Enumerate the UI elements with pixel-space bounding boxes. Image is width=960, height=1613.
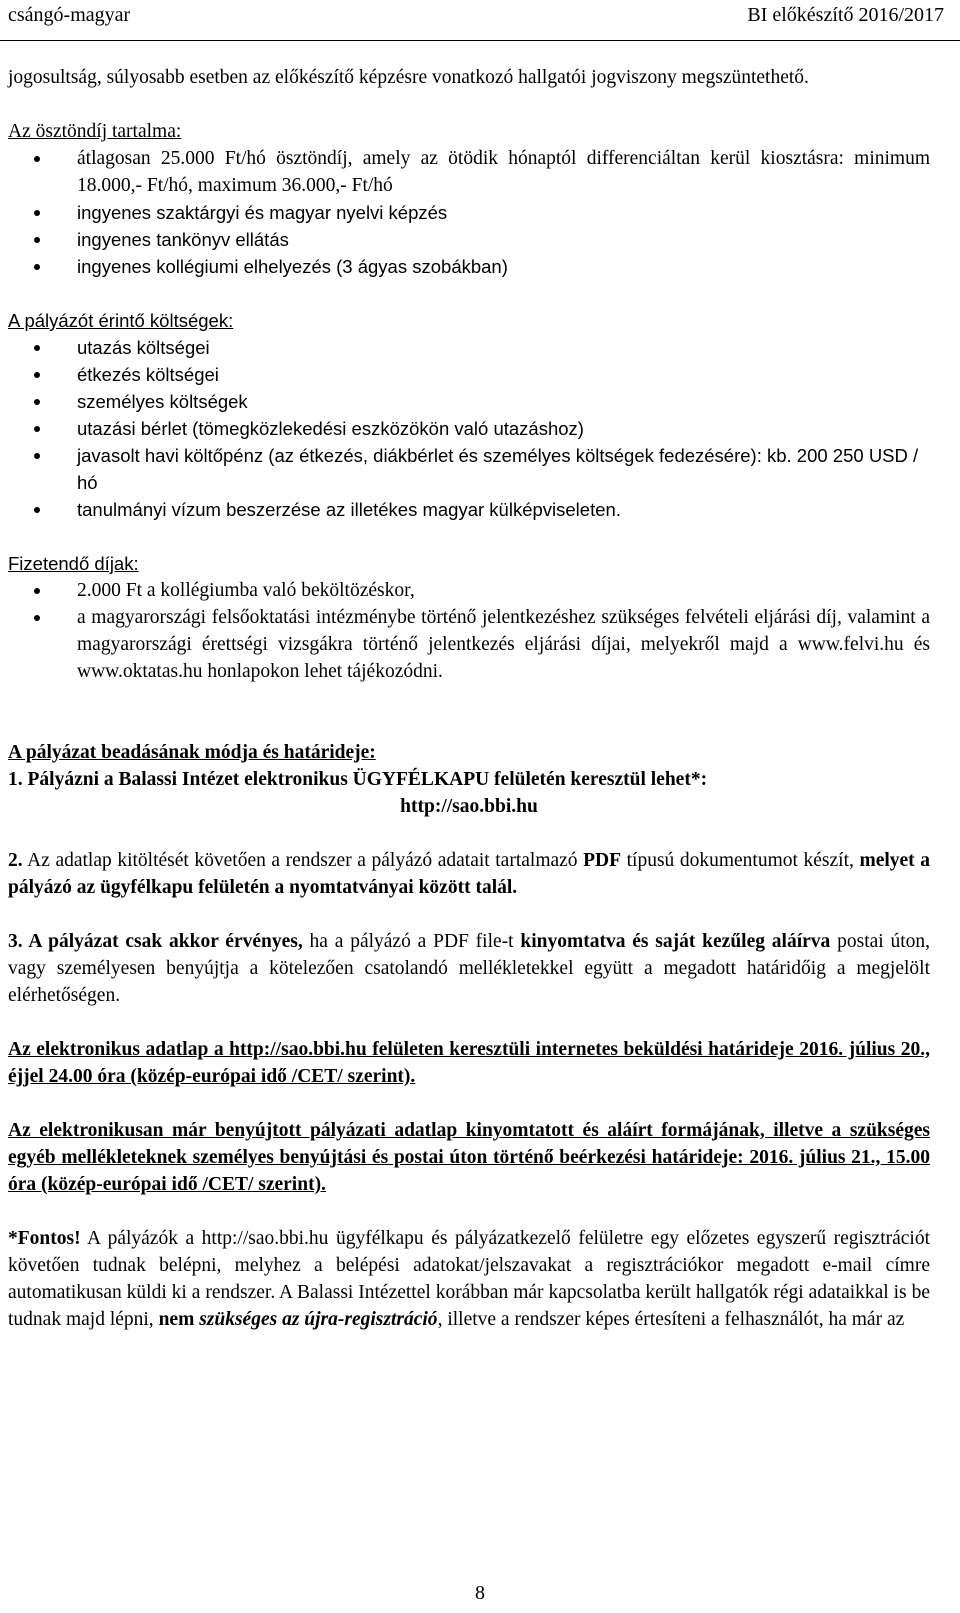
- step1-link-line: [8, 793, 930, 820]
- list-item: utazás költségei: [8, 334, 930, 361]
- list-item: tanulmányi vízum beszerzése az illetékes magyar külképviseleten.: [8, 496, 930, 523]
- page-number: 8: [475, 1582, 485, 1604]
- oktatas-link[interactable]: www.oktatas.hu: [77, 661, 203, 682]
- list-item: 2.000 Ft a kollégiumba való beköltözéskor,: [8, 577, 930, 604]
- osztondij-list: [8, 145, 930, 280]
- dijak-text-a: a magyarországi felsőoktatási intézménybe történő jelentkezéshez szükséges felvételi eljárási díj, valamint a magyarországi érettségi vizsgákra történő jelentkezés eljárási díjai, melyekről majd a: [77, 607, 930, 655]
- beadas-step3: [8, 928, 930, 1009]
- koltsegek-heading: A pályázót érintő költségek:: [8, 310, 234, 331]
- step3-text-b: ha a pályázó a PDF file-t: [309, 931, 514, 952]
- beadas-step2: [8, 847, 930, 901]
- document-body: [8, 64, 930, 1333]
- fontos-link[interactable]: http://sao.bbi.hu: [201, 1228, 329, 1249]
- list-item: átlagosan 25.000 Ft/hó ösztöndíj, amely az ötödik hónaptól differenciáltan kerül kiosztásra: minimum 18.000,- Ft/hó, maximum 36.000,- Ft/hó: [8, 145, 930, 199]
- fontos-label: *Fontos!: [8, 1228, 81, 1249]
- list-item: ingyenes szaktárgyi és magyar nyelvi képzés: [8, 199, 930, 226]
- deadline-postal: Az elektronikusan már benyújtott pályázati adatlap kinyomtatott és aláírt formájának, illetve a szükséges egyéb mellékleteknek személyes benyújtási és postai úton történő beérkezési határideje: 2016. július 21., 15.00 óra (közép-európai idő /CET/ szerint).: [8, 1120, 930, 1195]
- step3-text-c: kinyomtatva és saját kezűleg aláírva: [520, 931, 831, 952]
- list-item: ingyenes kollégiumi elhelyezés (3 ágyas szobákban): [8, 253, 930, 280]
- fontos-text-a: A pályázók a: [87, 1228, 195, 1249]
- list-item: személyes költségek: [8, 388, 930, 415]
- step2-text-b: típusú dokumentumot készít,: [626, 850, 854, 871]
- step3-text-a: 3. A pályázat csak akkor érvényes,: [8, 931, 303, 952]
- deadline-electronic: Az elektronikus adatlap a http://sao.bbi.hu felületen keresztüli internetes beküldési határideje 2016. július 20., éjjel 24.00 óra (közép-európai idő /CET/ szerint).: [8, 1039, 930, 1087]
- header-right: BI előkészítő 2016/2017: [747, 4, 944, 26]
- osztondij-heading: Az ösztöndíj tartalma:: [8, 121, 182, 142]
- fontos-text-b: ügyfélkapu és pályázatkezelő felületre egy előzetes egyszerű regisztrációt követően tudnak belépni, melyhez a belépési adatokat/jelszavakat a regisztrációkor megadott e-mail címre automatikusan küldi ki a rendszer. A Balassi Intézettel korábban már kapcsolatba került hallgatók régi adataikkal is be tudnak majd lépni,: [8, 1228, 930, 1330]
- beadas-heading: A pályázat beadásának módja és határideje:: [8, 742, 376, 763]
- header-left: csángó-magyar: [8, 4, 131, 26]
- intro-paragraph: jogosultság, súlyosabb esetben az előkészítő képzésre vonatkozó hallgatói jogviszony megszüntethető.: [8, 67, 809, 88]
- dijak-list: [8, 577, 930, 685]
- dijak-heading: Fizetendő díjak:: [8, 553, 139, 574]
- list-item: ingyenes tankönyv ellátás: [8, 226, 930, 253]
- step2-number: 2.: [8, 850, 23, 871]
- step3-text-d: postai úton, vagy személyesen benyújtja a kötelezően csatolandó mellékletekkel együtt a megadott határidőig a megjelölt elérhetőségen.: [8, 931, 931, 1006]
- felvi-link[interactable]: www.felvi.hu: [797, 634, 904, 655]
- list-item: utazási bérlet (tömegközlekedési eszközökön való utazáshoz): [8, 415, 930, 442]
- sao-link[interactable]: http://sao.bbi.hu: [400, 796, 538, 817]
- list-item: javasolt havi költőpénz (az étkezés, diákbérlet és személyes költségek fedezésére): kb. 200 250 USD / hó: [8, 442, 930, 496]
- dijak-text-b: és: [913, 634, 930, 655]
- list-item: étkezés költségei: [8, 361, 930, 388]
- page-header: [0, 0, 960, 41]
- fontos-text-e: , illetve a rendszer képes értesíteni a felhasználót, ha már az: [437, 1309, 905, 1330]
- fontos-paragraph: [8, 1225, 930, 1333]
- fontos-text-d: szükséges az újra-regisztráció: [199, 1309, 438, 1330]
- step2-pdf: PDF: [583, 850, 622, 871]
- step2-text-c: melyet a pályázó az ügyfélkapu felületén a nyomtatványai között talál.: [8, 850, 930, 898]
- fontos-text-c: nem: [158, 1309, 195, 1330]
- list-item: [8, 604, 930, 685]
- dijak-text-c: honlapokon lehet tájékozódni.: [207, 661, 443, 682]
- koltsegek-list: [8, 334, 930, 523]
- step2-text-a: Az adatlap kitöltését követően a rendszer a pályázó adatait tartalmazó: [27, 850, 578, 871]
- beadas-step1: 1. Pályázni a Balassi Intézet elektronikus ÜGYFÉLKAPU felületén keresztül lehet*:: [8, 769, 708, 790]
